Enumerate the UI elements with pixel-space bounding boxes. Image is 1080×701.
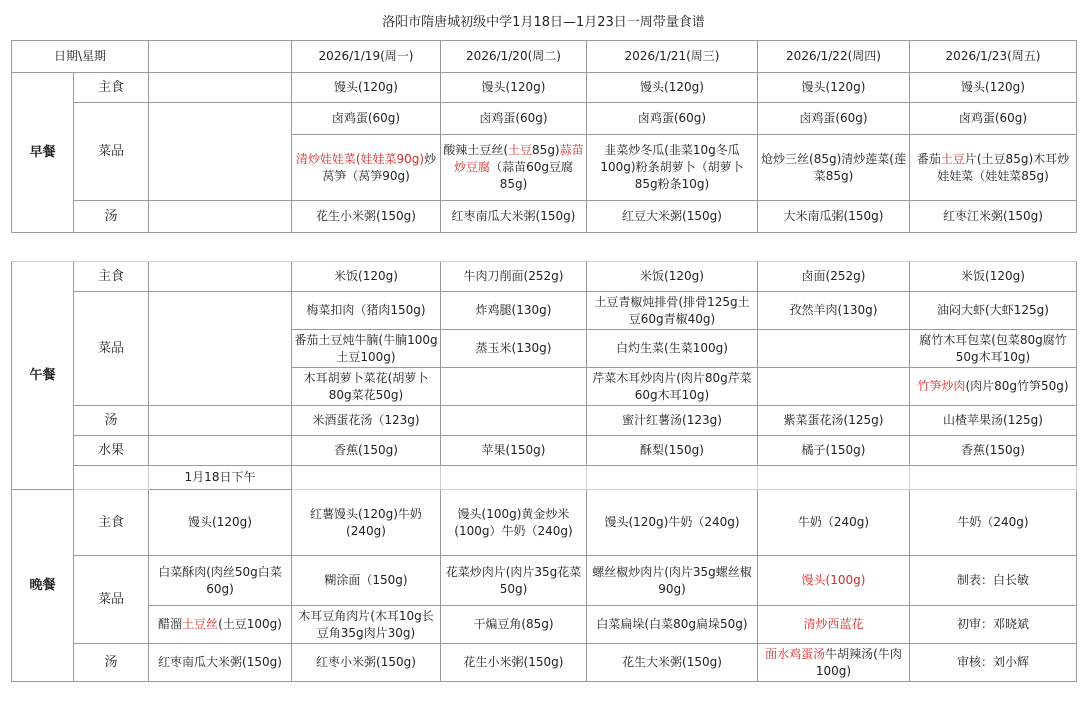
meal-label-dinner: 晚餐 — [12, 490, 74, 682]
day-header-thu: 2026/1/22(周四) — [758, 41, 910, 73]
menu-cell: 香蕉(150g) — [910, 436, 1077, 466]
menu-cell: 馒头(120g) — [758, 73, 910, 103]
menu-cell — [441, 406, 587, 436]
category-staple: 主食 — [74, 490, 149, 556]
highlight-text: 面水鸡蛋汤 — [765, 646, 826, 661]
dinner-soup-row — [12, 644, 1077, 682]
dinner-dish1-row — [12, 556, 1077, 606]
meal-label-lunch: 午餐 — [12, 262, 74, 490]
menu-cell: 蜜汁红薯汤(123g) — [587, 406, 758, 436]
menu-cell: 白菜扁垛(白菜80g扁垛50g) — [587, 606, 758, 644]
menu-cell: 馒头(100g)黄金炒米(100g）牛奶（240g) — [441, 490, 587, 556]
empty-cell — [292, 466, 441, 490]
menu-cell: 馒头(120g)牛奶（240g) — [587, 490, 758, 556]
highlight-text: 蒜苗炒豆腐 — [454, 143, 584, 174]
empty-cell — [149, 73, 292, 103]
menu-cell: 馒头(120g) — [587, 73, 758, 103]
weekly-menu-table — [11, 40, 1077, 682]
empty-cell — [758, 368, 910, 406]
corner-cell: 日期\星期 — [12, 41, 149, 73]
menu-cell: 花生大米粥(150g) — [587, 644, 758, 682]
menu-cell: 大米南瓜粥(150g) — [758, 201, 910, 233]
category-dish: 菜品 — [74, 556, 149, 644]
menu-cell: 馒头(120g) — [441, 73, 587, 103]
empty-cell — [149, 406, 292, 436]
highlight-text: 清炒娃娃菜(娃娃菜90g) — [295, 151, 425, 166]
meal-label-breakfast: 早餐 — [12, 73, 74, 233]
menu-cell: 红枣南瓜大米粥(150g) — [149, 644, 292, 682]
menu-title: 洛阳市隋唐城初级中学1月18日—1月23日一周带量食谱 — [382, 14, 705, 30]
day-header-mon: 2026/1/19(周一) — [292, 41, 441, 73]
category-dish: 菜品 — [74, 103, 149, 201]
menu-cell: 米饭(120g) — [587, 262, 758, 292]
menu-cell: 炸鸡腿(130g) — [441, 292, 587, 330]
menu-cell: 红枣南瓜大米粥(150g) — [441, 201, 587, 233]
menu-cell: 白灼生菜(生菜100g) — [587, 330, 758, 368]
breakfast-egg-row — [12, 103, 1077, 135]
menu-cell: 香蕉(150g) — [292, 436, 441, 466]
menu-cell: 紫菜蛋花汤(125g) — [758, 406, 910, 436]
menu-cell: 卤鸡蛋(60g) — [441, 103, 587, 135]
menu-cell: 木耳豆角肉片(木耳10g长豆角35g肉片30g) — [292, 606, 441, 644]
menu-cell — [910, 368, 1077, 406]
menu-cell: 白菜酥肉(肉丝50g白菜60g) — [149, 556, 292, 606]
menu-cell: 馒头(120g) — [910, 73, 1077, 103]
category-fruit: 水果 — [74, 436, 149, 466]
menu-cell: 酥梨(150g) — [587, 436, 758, 466]
menu-cell: 米饭(120g) — [292, 262, 441, 292]
menu-cell: 芹菜木耳炒肉片(肉片80g芹菜60g木耳10g) — [587, 368, 758, 406]
menu-cell: 馒头(100g) — [758, 556, 910, 606]
menu-cell: 番茄土豆炖牛腩(牛腩100g土豆100g) — [292, 330, 441, 368]
category-staple: 主食 — [74, 73, 149, 103]
menu-cell: 馒头(120g) — [149, 490, 292, 556]
menu-cell: 糊涂面（150g) — [292, 556, 441, 606]
menu-cell: 牛奶（240g) — [910, 490, 1077, 556]
spacer-row — [12, 233, 1077, 262]
menu-cell: 蒸玉米(130g) — [441, 330, 587, 368]
empty-cell — [74, 466, 149, 490]
highlight-text: 竹笋炒肉 — [917, 379, 966, 393]
dish-text: 炒莴笋（莴笋90g) — [322, 151, 437, 183]
menu-cell: 油闷大虾(大虾125g) — [910, 292, 1077, 330]
menu-cell: 红枣江米粥(150g) — [910, 201, 1077, 233]
empty-header-cell — [149, 41, 292, 73]
dish-text: 片(土豆85g)木耳炒娃娃菜（娃娃菜85g) — [937, 151, 1070, 183]
day-header-wed: 2026/1/21(周三) — [587, 41, 758, 73]
menu-cell: 红薯馒头(120g)牛奶(240g) — [292, 490, 441, 556]
menu-cell: 红枣小米粥(150g) — [292, 644, 441, 682]
menu-cell: 炝炒三丝(85g)清炒莲菜(莲菜85g) — [758, 135, 910, 201]
dish-text: 牛胡辣汤(牛肉100g) — [815, 646, 902, 678]
menu-cell — [758, 644, 910, 682]
menu-cell: 苹果(150g) — [441, 436, 587, 466]
menu-cell: 花生小米粥(150g) — [441, 644, 587, 682]
menu-cell — [441, 135, 587, 201]
menu-cell: 孜然羊肉(130g) — [758, 292, 910, 330]
highlight-text: 土豆丝 — [182, 617, 219, 631]
header-row — [12, 41, 1077, 73]
empty-cell — [758, 466, 910, 490]
lunch-soup-row — [12, 406, 1077, 436]
dish-text: 酸辣土豆丝( — [443, 143, 509, 157]
menu-cell: 清炒西蓝花 — [758, 606, 910, 644]
empty-cell — [910, 466, 1077, 490]
menu-cell: 韭菜炒冬瓜(韭菜10g冬瓜100g)粉条胡萝卜（胡萝卜85g粉条10g) — [587, 135, 758, 201]
menu-cell: 山楂苹果汤(125g) — [910, 406, 1077, 436]
menu-cell: 卤鸡蛋(60g) — [910, 103, 1077, 135]
lunch-fruit-row — [12, 436, 1077, 466]
lunch-dish1-row — [12, 292, 1077, 330]
category-staple: 主食 — [74, 262, 149, 292]
menu-cell: 卤面(252g) — [758, 262, 910, 292]
menu-cell: 卤鸡蛋(60g) — [587, 103, 758, 135]
sign-reviewer2: 审核：刘小辉 — [910, 644, 1077, 682]
category-dish: 菜品 — [74, 292, 149, 406]
category-soup: 汤 — [74, 644, 149, 682]
menu-cell: 螺丝椒炒肉片(肉片35g螺丝椒90g) — [587, 556, 758, 606]
menu-cell: 牛奶（240g) — [758, 490, 910, 556]
menu-cell: 梅菜扣肉（猪肉150g) — [292, 292, 441, 330]
sign-maker: 制表：白长敏 — [910, 556, 1077, 606]
menu-cell — [910, 135, 1077, 201]
dinner-staple-row — [12, 490, 1077, 556]
day-header-tue: 2026/1/20(周二) — [441, 41, 587, 73]
menu-cell: 花菜炒肉片(肉片35g花菜50g) — [441, 556, 587, 606]
menu-cell: 牛肉刀削面(252g) — [441, 262, 587, 292]
lunch-staple-row — [12, 262, 1077, 292]
menu-cell: 干煸豆角(85g) — [441, 606, 587, 644]
menu-cell — [758, 330, 910, 368]
menu-cell: 红豆大米粥(150g) — [587, 201, 758, 233]
menu-cell: 米饭(120g) — [910, 262, 1077, 292]
category-soup: 汤 — [74, 406, 149, 436]
menu-cell: 腐竹木耳包菜(包菜80g腐竹50g木耳10g) — [910, 330, 1077, 368]
dinner-dish2-row — [12, 606, 1077, 644]
dinner-date-note: 1月18日下午 — [149, 466, 292, 490]
dish-text: (肉片80g竹笋50g) — [965, 379, 1069, 393]
dinner-date-row — [12, 466, 1077, 490]
menu-cell: 卤鸡蛋(60g) — [292, 103, 441, 135]
category-soup: 汤 — [74, 201, 149, 233]
highlight-text: 土豆 — [940, 151, 965, 166]
menu-cell — [149, 606, 292, 644]
dish-text: （蒜苗60g豆腐85g) — [490, 160, 573, 191]
empty-cell — [149, 262, 292, 292]
empty-cell — [441, 368, 587, 406]
empty-cell — [587, 466, 758, 490]
breakfast-staple-row — [12, 73, 1077, 103]
empty-cell — [149, 201, 292, 233]
breakfast-soup-row — [12, 201, 1077, 233]
dish-text: 醋溜 — [158, 617, 183, 631]
empty-cell — [149, 436, 292, 466]
menu-cell: 馒头(120g) — [292, 73, 441, 103]
empty-cell — [149, 292, 292, 406]
menu-cell: 土豆青椒炖排骨(排骨125g土豆60g青椒40g) — [587, 292, 758, 330]
menu-cell: 木耳胡萝卜菜花(胡萝卜80g菜花50g) — [292, 368, 441, 406]
menu-cell — [292, 135, 441, 201]
menu-cell: 米酒蛋花汤（123g) — [292, 406, 441, 436]
spacer-cell — [12, 233, 1077, 262]
dish-text: (土豆100g) — [218, 617, 282, 631]
menu-cell: 卤鸡蛋(60g) — [758, 103, 910, 135]
highlight-text: 土豆 — [508, 143, 533, 157]
menu-cell: 花生小米粥(150g) — [292, 201, 441, 233]
dish-text: 番茄 — [916, 151, 941, 166]
day-header-fri: 2026/1/23(周五) — [910, 41, 1077, 73]
empty-cell — [441, 466, 587, 490]
menu-cell: 橘子(150g) — [758, 436, 910, 466]
dish-text: 85g) — [532, 143, 560, 157]
empty-cell — [149, 103, 292, 201]
sign-reviewer1: 初审：邓晓斌 — [910, 606, 1077, 644]
